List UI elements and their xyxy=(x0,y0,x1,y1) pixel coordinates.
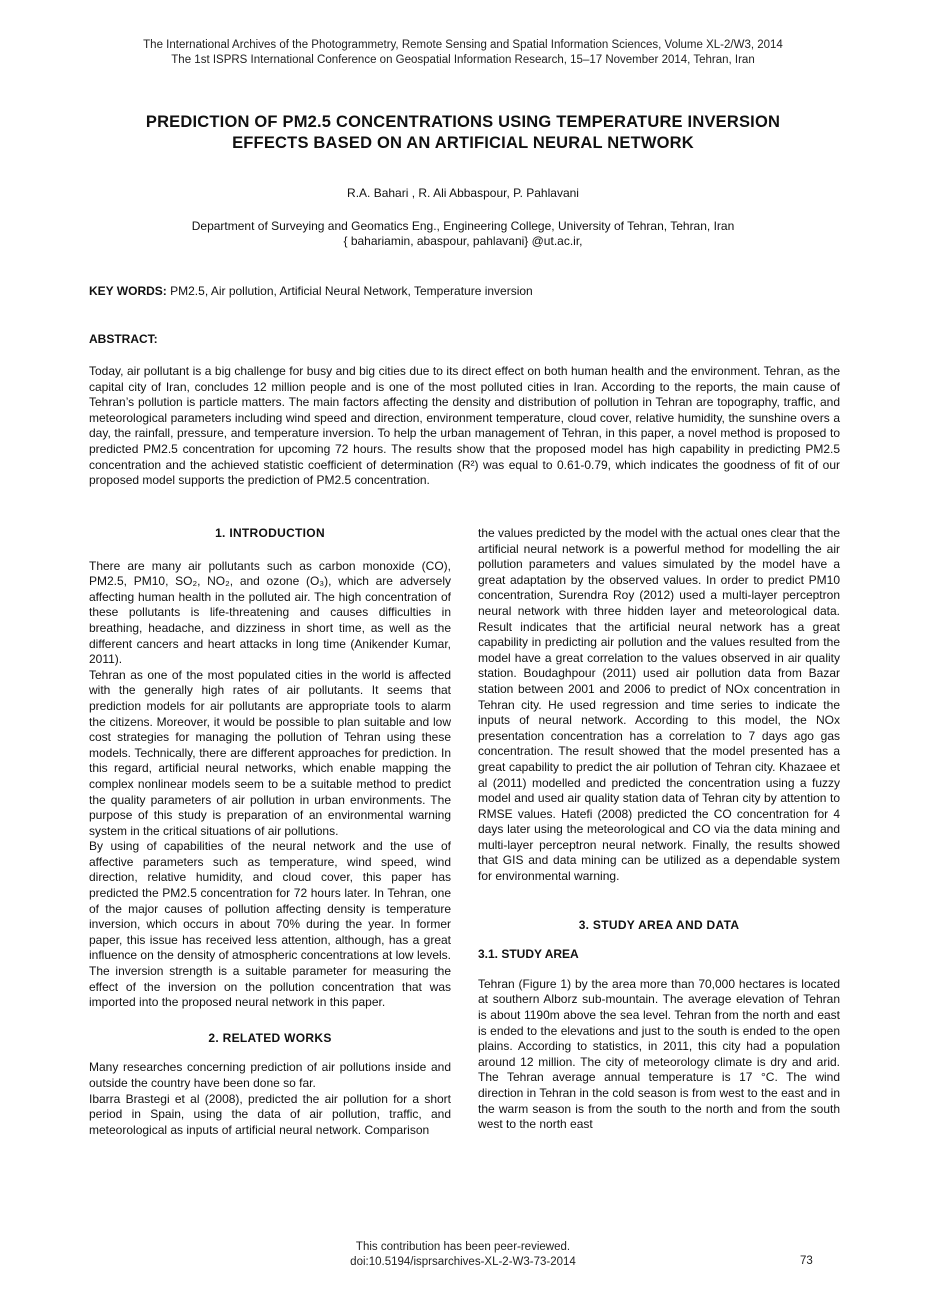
study-area-paragraph: Tehran (Figure 1) by the area more than 70,000 hectares is located at southern Alborz sub-mountain. The average elevation of Tehran is about 1190m above the sea level. Tehran from the north and east is ended to the elevations and just to the south is ended to the open plains. According to statistics, in 2011, this city had a population around 12 million. The city of meteorology climate is dry and arid. The Tehran average annual temperature is 17 °C. The wind direction in Tehran in the cold season is from west to the east and in the warm season is from the south to the north and from the south west to the north east xyxy=(478,976,840,1132)
page-number: 73 xyxy=(800,1255,813,1267)
subsection-heading-study-area: 3.1. STUDY AREA xyxy=(478,947,579,962)
paper-title-line1: PREDICTION OF PM2.5 CONCENTRATIONS USING TEMPERATURE INVERSION xyxy=(145,113,781,131)
keywords xyxy=(89,284,533,298)
left-column xyxy=(89,526,451,1138)
affiliation: Department of Surveying and Geomatics Eng., Engineering College, University of Tehran, Tehran, Iran xyxy=(191,219,735,233)
journal-header-line1: The International Archives of the Photogrammetry, Remote Sensing and Spatial Information Sciences, Volume XL-2/W3, 2014 xyxy=(143,39,783,51)
section-heading-related-works: 2. RELATED WORKS xyxy=(208,1030,332,1045)
section-heading-introduction: 1. INTRODUCTION xyxy=(215,526,325,540)
journal-header xyxy=(0,38,926,68)
abstract-text: Today, air pollutant is a big challenge for busy and big cities due to its direct effect on both human health and the environment. Tehran, as the capital city of Iran, concludes 12 million people and is one of the most polluted cities in Iran. According to the reports, the main cause of Tehran’s pollution is particle matters. The main factors affecting the density and distribution of pollution in Tehran are topography, traffic, and meteorological parameters including wind speed and direction, environment temperature, cloud cover, relative humidity, the sunshine overs a day, the rainfall, pressure, and temperature inversion. To help the urban management of Tehran, in this paper, a novel method is proposed to predicted PM2.5 concentration for upcoming 72 hours. The results show that the proposed model has high capability in predicting PM2.5 concentration and the achieved statistic coefficient of determination (R²) was equal to 0.61-0.79, which indicates the goodness of fit of our proposed model supports the prediction of PM2.5 concentration. xyxy=(89,364,840,488)
intro-paragraph-2: Tehran as one of the most populated cities in the world is affected with the generally high rates of air pollutants. It seems that prediction models for air pollutants are appropriate tools to alarm the citizens. Moreover, it would be possible to plan suitable and low cost strategies for managing the pollution of Tehran using these models. Technically, there are different approaches for prediction. In this regard, artificial neural networks, which enable mapping the complex nonlinear models seem to be a suitable method to predict the quality parameters of air pollution in urban environments. The purpose of this study is preparation of an environmental warning system in the critical situations of air pollutions. xyxy=(89,667,451,838)
paper-title xyxy=(60,112,866,154)
intro-paragraph-1: There are many air pollutants such as carbon monoxide (CO), PM2.5, PM10, SO₂, NO₂, and ozone (O₃), which are adversely affecting human health in the polluted air. The high concentration of these pollutants is life-threatening and causes difficulties in breathing, headache, and dizziness in short time, as well as the different cancers and heart attacks in long time (Anikender Kumar, 2011). xyxy=(89,558,451,667)
right-column xyxy=(478,526,840,1133)
related-paragraph-2: Ibarra Brastegi et al (2008), predicted the air pollution for a short period in Spain, using the data of air pollution, traffic, and meteorological as inputs of artificial neural network. Comparison xyxy=(89,1091,451,1137)
page-footer xyxy=(0,1240,926,1270)
affiliation-block xyxy=(0,219,926,249)
author-emails: { bahariamin, abaspour, pahlavani} @ut.ac.ir, xyxy=(343,234,583,248)
section-heading-study-area: 3. STUDY AREA AND DATA xyxy=(578,917,740,932)
journal-header-line2: The 1st ISPRS International Conference on Geospatial Information Research, 15–17 November 2014, Tehran, Iran xyxy=(171,54,755,66)
doi: doi:10.5194/isprsarchives-XL-2-W3-73-2014 xyxy=(350,1256,576,1268)
intro-paragraph-3: By using of capabilities of the neural network and the use of affective parameters such as temperature, wind speed, wind direction, relative humidity, and cloud cover, this paper has predicted the PM2.5 concentration for 72 hours later. In Tehran, one of the major causes of pollution affecting density is temperature inversion, which occurs in about 70% during the year. In former paper, this issue has received less attention, although, has a great influence on the density of atmospheric concentrations at low levels. The inversion strength is a suitable parameter for measuring the effect of the inversion on the pollution concentration that was imported into the proposed neural network in this paper. xyxy=(89,839,451,1010)
authors: R.A. Bahari , R. Ali Abbaspour, P. Pahlavani xyxy=(347,186,579,200)
abstract-heading: ABSTRACT: xyxy=(89,332,158,346)
related-paragraph-1: Many researches concerning prediction of air pollutions inside and outside the country have been done so far. xyxy=(89,1060,451,1090)
keywords-label: KEY WORDS: xyxy=(89,284,167,298)
related-paragraph-continued: the values predicted by the model with the actual ones clear that the artificial neural network is a powerful method for modelling the air pollution parameters and values simulated by the model have a great adaptation by the observed values. In order to predict PM10 concentration, Surendra Roy (2012) used a multi-layer perceptron neural network with three hidden layer and meteorological data. Result indicates that the artificial neural network has a great capability in predicting air pollution and the values resulted from the model have a great correlation to the values observed in air quality station. Boudaghpour (2011) used air pollution data from Bazar station between 2001 and 2006 to predict of NOx concentration in Tehran city. He used regression and time series to indicate the inputs of neural network. According to this model, the NOx presentation concentration has a correlation to 7 days ago gas concentration. The result showed that the model presented has a great capability to predict the air pollution of Tehran city. Khazaee et al (2011) modelled and predicted the concentration using a fuzzy model and used air quality station data of Tehran city by attention to RMSE values. Hatefi (2008) predicted the CO concentration for 4 days later using the meteorological and CO via the data mining and multi-layer perceptron neural network. Finally, the results showed that GIS and data mining can be utilized as a dependable system for environmental warning. xyxy=(478,526,840,884)
paper-title-line2: EFFECTS BASED ON AN ARTIFICIAL NEURAL NETWORK xyxy=(232,134,694,152)
keywords-text: PM2.5, Air pollution, Artificial Neural Network, Temperature inversion xyxy=(166,284,533,298)
peer-review-note: This contribution has been peer-reviewed. xyxy=(355,1241,571,1253)
